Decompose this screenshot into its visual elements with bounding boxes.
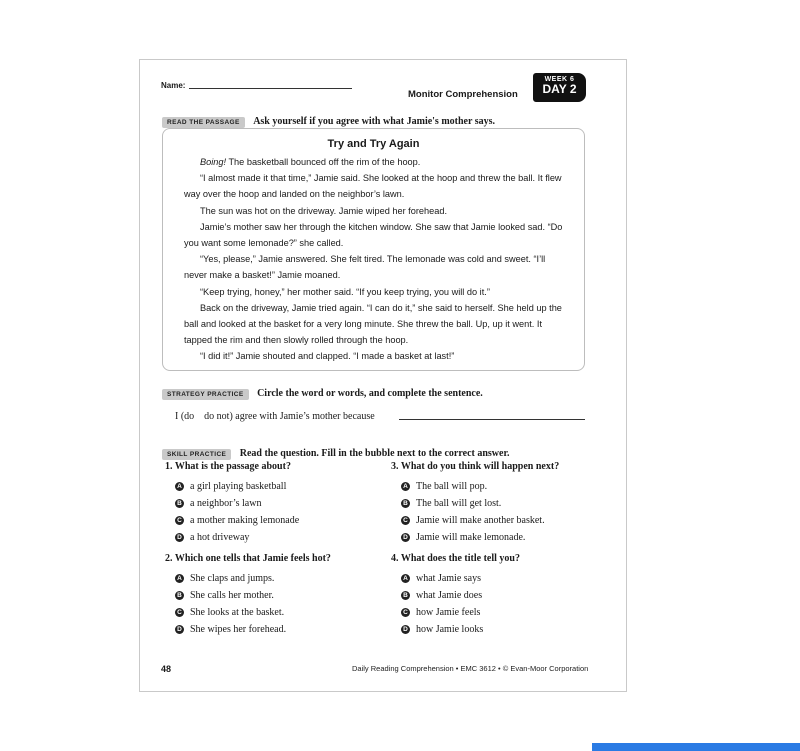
answer-option[interactable]	[165, 587, 385, 604]
answer-option[interactable]	[165, 570, 385, 587]
answer-bubble-icon[interactable]: B	[401, 499, 410, 508]
answer-bubble-icon[interactable]: D	[175, 625, 184, 634]
passage-text: The sun was hot on the driveway. Jamie wiped her forehead.	[200, 205, 448, 216]
passage-paragraph	[184, 219, 570, 251]
answer-bubble-icon[interactable]: A	[175, 482, 184, 491]
answer-bubble-icon[interactable]: B	[175, 591, 184, 600]
skill-title: Monitor Comprehension	[408, 89, 518, 100]
passage-paragraph	[184, 300, 570, 349]
page-number: 48	[161, 664, 172, 674]
answer-option[interactable]	[165, 529, 385, 546]
skill-instruction: Read the question. Fill in the bubble next to the correct answer.	[239, 448, 510, 459]
answer-option[interactable]	[391, 570, 616, 587]
answer-text: Jamie will make lemonade.	[416, 532, 526, 543]
answer-text: The ball will pop.	[416, 481, 488, 492]
passage-paragraph	[184, 251, 570, 283]
passage-body	[184, 154, 570, 365]
passage-paragraph	[184, 170, 570, 202]
passage-paragraph	[184, 284, 570, 300]
answer-bubble-icon[interactable]: D	[401, 625, 410, 634]
passage-paragraph	[184, 154, 570, 170]
answer-text: how Jamie feels	[416, 607, 481, 618]
answer-option[interactable]	[165, 478, 385, 495]
passage-text: “Yes, please,” Jamie answered. She felt tired. The lemonade was cold and sweet. “I’ll never make a basket!” Jamie moaned.	[184, 254, 546, 281]
strategy-tag: STRATEGY PRACTICE	[162, 389, 249, 400]
answer-option[interactable]	[391, 478, 616, 495]
read-passage-instruction: Ask yourself if you agree with what Jamie's mother says.	[253, 116, 496, 127]
answer-option[interactable]	[165, 495, 385, 512]
answer-option[interactable]	[391, 621, 616, 638]
answer-text: a girl playing basketball	[190, 481, 287, 492]
answer-option[interactable]	[165, 604, 385, 621]
answer-bubble-icon[interactable]: C	[401, 516, 410, 525]
answer-text: She looks at the basket.	[190, 607, 285, 618]
passage-text: Back on the driveway, Jamie tried again. “I can do it,” she said to herself. She held up the ball and looked at the basket for a very long minute. She threw the ball. Up, up it went. It tapped the rim and then slowly rolled through the hoop.	[184, 302, 562, 346]
answer-bubble-icon[interactable]: D	[401, 533, 410, 542]
question-3	[391, 461, 616, 546]
answer-text: She claps and jumps.	[190, 573, 275, 584]
answer-option[interactable]	[391, 512, 616, 529]
passage-box	[162, 128, 585, 371]
question-2	[165, 553, 385, 638]
answer-bubble-icon[interactable]: D	[175, 533, 184, 542]
worksheet-page	[139, 59, 627, 692]
answer-bubble-icon[interactable]: C	[175, 608, 184, 617]
answer-option[interactable]	[391, 495, 616, 512]
passage-text: Jamie’s mother saw her through the kitchen window. She saw that Jamie looked sad. “Do you want some lemonade?” she called.	[184, 221, 563, 249]
question-4	[391, 553, 616, 638]
read-passage-header	[162, 111, 495, 129]
answer-text: how Jamie looks	[416, 624, 484, 635]
name-label: Name:	[161, 81, 186, 90]
passage-title: Try and Try Again	[327, 138, 420, 150]
strategy-header	[162, 383, 483, 401]
week-day-badge	[533, 73, 586, 102]
answer-text: what Jamie says	[416, 573, 481, 584]
skill-tag: SKILL PRACTICE	[162, 449, 231, 460]
name-line	[189, 88, 352, 89]
question-title: 3. What do you think will happen next?	[391, 461, 560, 472]
answer-text: what Jamie does	[416, 590, 483, 601]
answer-bubble-icon[interactable]: C	[401, 608, 410, 617]
question-title: 2. Which one tells that Jamie feels hot?	[165, 553, 331, 564]
question-1	[165, 461, 385, 546]
answer-bubble-icon[interactable]: A	[175, 574, 184, 583]
passage-text: “I did it!” Jamie shouted and clapped. “I made a basket at last!”	[200, 351, 455, 362]
skill-header	[162, 443, 509, 461]
answer-bubble-icon[interactable]: B	[175, 499, 184, 508]
answer-option[interactable]	[165, 512, 385, 529]
strategy-instruction: Circle the word or words, and complete the sentence.	[257, 388, 483, 399]
passage-text: The basketball bounced off the rim of the hoop.	[226, 157, 421, 167]
answer-bubble-icon[interactable]: B	[401, 591, 410, 600]
passage-text: “Keep trying, honey,” her mother said. “If you keep trying, you will do it.”	[200, 286, 490, 297]
strategy-sentence: I (do do not) agree with Jamie’s mother because	[175, 411, 375, 422]
answer-text: a mother making lemonade	[190, 515, 300, 526]
week-label: WEEK 6	[544, 76, 575, 83]
answer-bubble-icon[interactable]: A	[401, 482, 410, 491]
answer-text: She wipes her forehead.	[190, 624, 287, 635]
answer-bubble-icon[interactable]: A	[401, 574, 410, 583]
passage-text: “I almost made it that time,” Jamie said. She looked at the hoop and threw the ball. It flew way over the hoop and landed on the neighbor’s lawn.	[184, 173, 562, 200]
answer-option[interactable]	[165, 621, 385, 638]
answer-option[interactable]	[391, 529, 616, 546]
answer-text: She calls her mother.	[190, 590, 274, 601]
footer-credit: Daily Reading Comprehension • EMC 3612 • © Evan-Moor Corporation	[352, 664, 589, 673]
passage-emphasis: Boing!	[200, 157, 227, 167]
passage-paragraph	[184, 348, 570, 364]
passage-paragraph	[184, 203, 570, 219]
answer-line[interactable]	[399, 419, 585, 420]
blue-bar	[592, 743, 800, 751]
answer-text: a neighbor’s lawn	[190, 498, 262, 509]
day-label: DAY 2	[542, 82, 577, 96]
answer-text: The ball will get lost.	[416, 498, 502, 509]
answer-bubble-icon[interactable]: C	[175, 516, 184, 525]
answer-text: Jamie will make another basket.	[416, 515, 545, 526]
answer-text: a hot driveway	[190, 532, 250, 543]
question-title: 1. What is the passage about?	[165, 461, 291, 472]
answer-option[interactable]	[391, 587, 616, 604]
question-title: 4. What does the title tell you?	[391, 553, 520, 564]
read-passage-tag: READ THE PASSAGE	[162, 117, 245, 128]
answer-option[interactable]	[391, 604, 616, 621]
